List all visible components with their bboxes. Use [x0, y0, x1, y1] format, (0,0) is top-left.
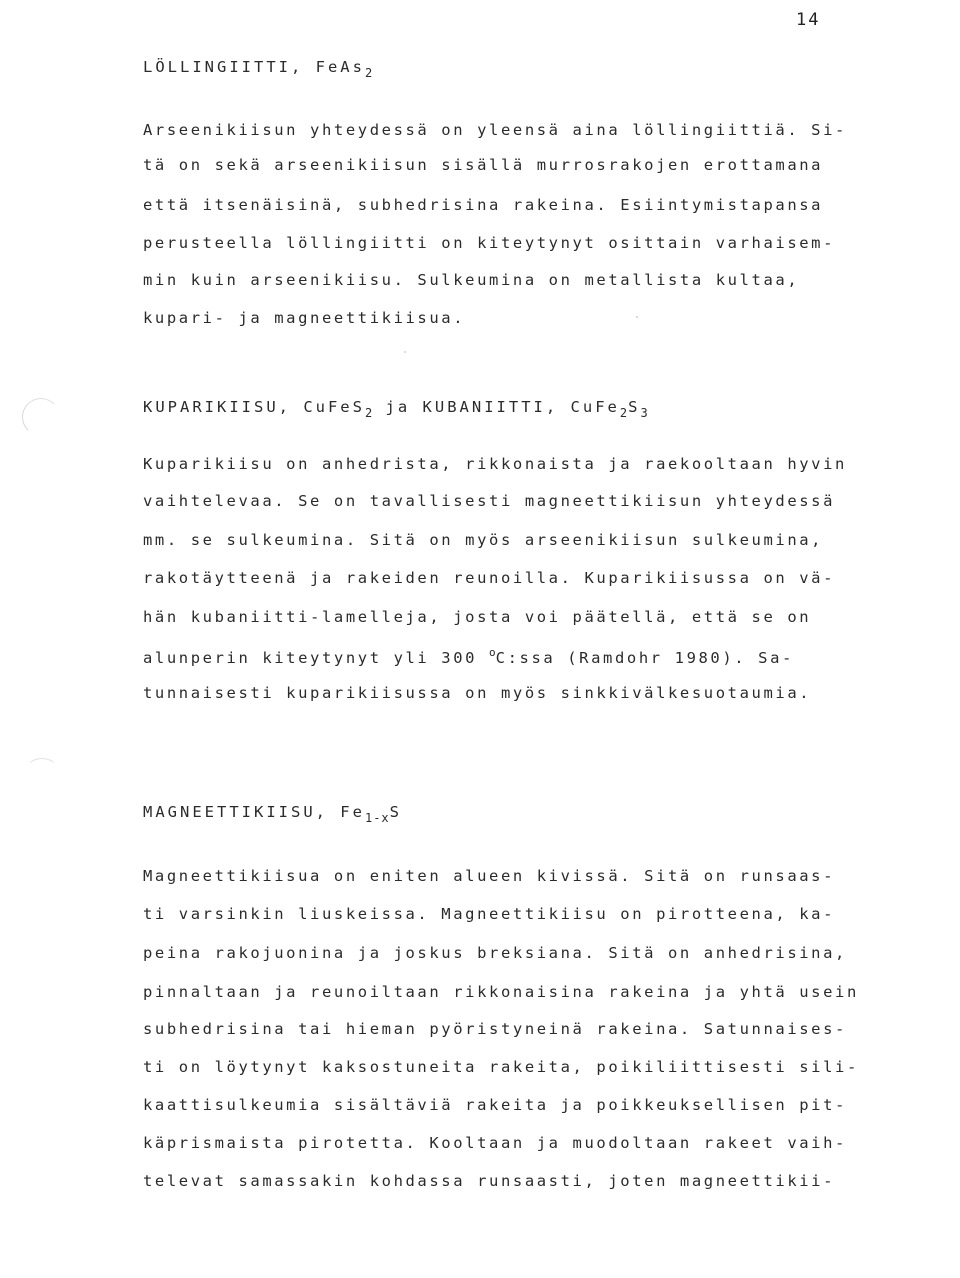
paragraph-line: tä on sekä arseenikiisun sisällä murrosrakojen erottamana — [143, 156, 824, 174]
paragraph-line: käprismaista pirotetta. Kooltaan ja muodoltaan rakeet vaih- — [143, 1134, 847, 1152]
paragraph-line-temperature: alunperin kiteytynyt yli 300 $^o$C:ssa (Ramdohr 1980). Sa- — [143, 646, 794, 667]
paragraph-line: Arseenikiisun yhteydessä on yleensä aina löllingiittiä. Si- — [143, 121, 847, 139]
paragraph-line: ti varsinkin liuskeissa. Magneettikiisu on pirotteena, ka- — [143, 905, 836, 923]
paragraph-line: mm. se sulkeumina. Sitä on myös arseenikiisun sulkeumina, — [143, 531, 824, 549]
paragraph-line: ti on löytynyt kaksostuneita rakeita, poikiliittisesti sili- — [143, 1058, 859, 1076]
scan-mark — [26, 758, 58, 782]
section-title-lollingiitti: LÖLLINGIITTI, FeAs$_2$ — [143, 58, 374, 80]
paragraph-line: perusteella löllingiitti on kiteytynyt osittain varhaisem- — [143, 234, 836, 252]
paragraph-line: subhedrisina tai hieman pyöristyneinä rakeina. Satunnaises- — [143, 1020, 847, 1038]
paragraph-line: Kuparikiisu on anhedrista, rikkonaista ja raekooltaan hyvin — [143, 455, 847, 473]
paragraph-line: tunnaisesti kuparikiisussa on myös sinkkivälkesuotaumia. — [143, 684, 812, 702]
paragraph-line: Magneettikiisua on eniten alueen kivissä. Sitä on runsaas- — [143, 867, 836, 885]
paragraph-line: rakotäytteenä ja rakeiden reunoilla. Kuparikiisussa on vä- — [143, 569, 836, 587]
paragraph-line: min kuin arseenikiisu. Sulkeumina on metallista kultaa, — [143, 271, 800, 289]
section-title-kuparikiisu: KUPARIKIISU, CuFeS$_2$ ja KUBANIITTI, $CuFe_2S_3$ — [143, 398, 649, 420]
paragraph-line: että itsenäisinä, subhedrisina rakeina. Esiintymistapansa — [143, 196, 824, 214]
paragraph-line: kaattisulkeumia sisältäviä rakeita ja poikkeuksellisen pit- — [143, 1096, 847, 1114]
paragraph-line: hän kubaniitti-lamelleja, josta voi päätellä, että se on — [143, 608, 812, 626]
paragraph-line: pinnaltaan ja reunoiltaan rikkonaisina rakeina ja yhtä usein — [143, 983, 859, 1001]
paragraph-line: peina rakojuonina ja joskus breksiana. Sitä on anhedrisina, — [143, 944, 847, 962]
paragraph-line: vaihtelevaa. Se on tavallisesti magneettikiisun yhteydessä — [143, 492, 836, 510]
scan-dot — [404, 351, 406, 353]
paragraph-line: kupari- ja magneettikiisua. — [143, 309, 466, 327]
section-title-magneettikiisu: MAGNEETTIKIISU, $Fe_{1-x}S$ — [143, 803, 403, 825]
scan-dot — [636, 316, 638, 318]
page-number: 14 — [796, 10, 821, 30]
paragraph-line: televat samassakin kohdassa runsaasti, joten magneettikii- — [143, 1172, 836, 1190]
scan-mark — [22, 398, 60, 436]
